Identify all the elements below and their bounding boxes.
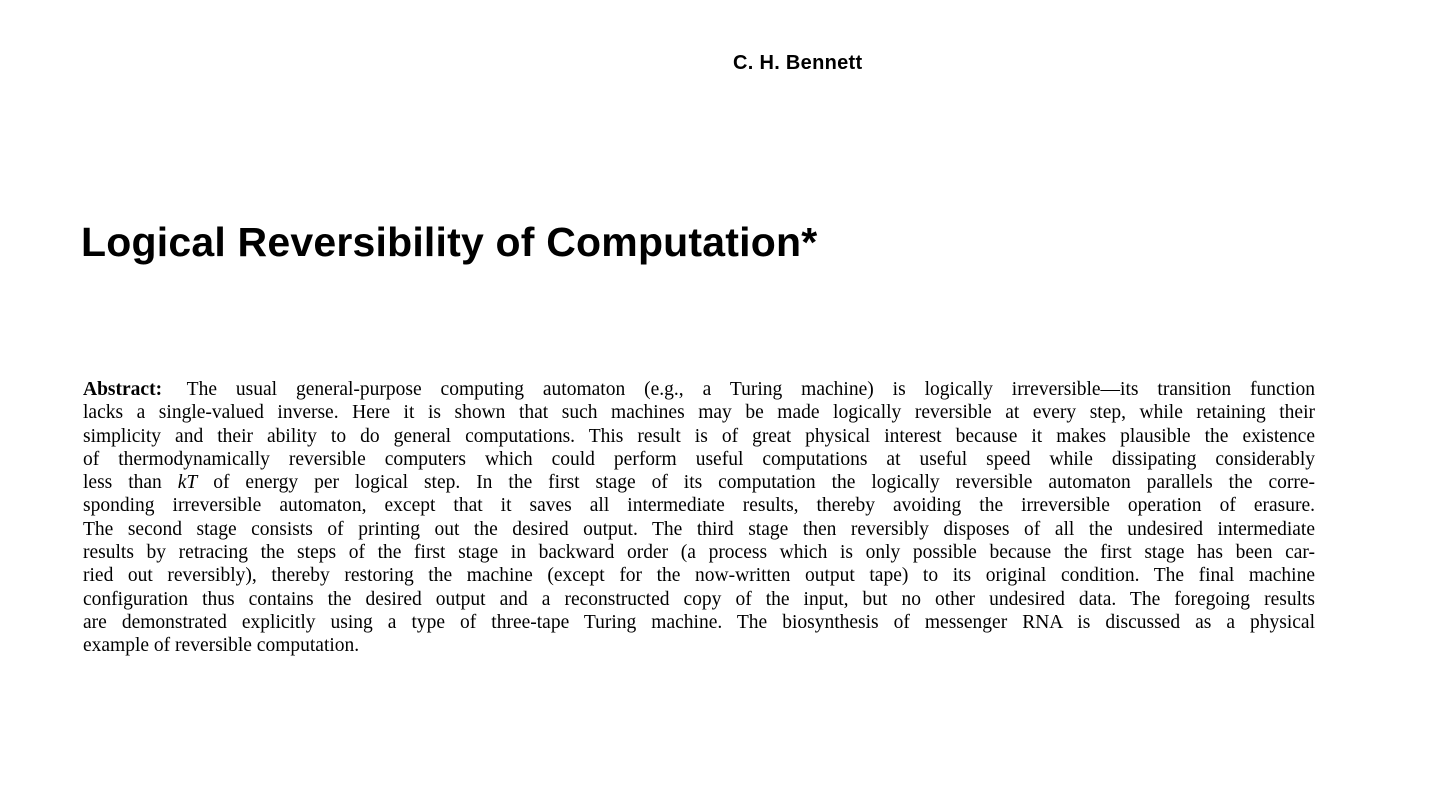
abstract-label: Abstract: [83,379,163,400]
paper-title: Logical Reversibility of Computation* [81,219,818,265]
abstract-line: of thermodynamically reversible computers which could perform useful computations at useful speed while dissipating considerably [83,448,1315,470]
abstract-line: example of reversible computation. [83,635,360,657]
abstract-line: sponding irreversible automaton, except that it saves all intermediate results, thereby avoiding the irreversible operation of erasure. [83,495,1315,517]
abstract-line: less than kT of energy per logical step. In the first stage of its computation the logically reversible automaton parallels the corre- [83,472,1315,494]
abstract-line: configuration thus contains the desired output and a reconstructed copy of the input, but no other undesired data. The foregoing results [83,588,1315,610]
abstract-line: ried out reversibly), thereby restoring the machine (except for the now-written output tape) to its original condition. The final machine [83,565,1315,587]
abstract-line: results by retracing the steps of the first stage in backward order (a process which is only possible because the first stage has been car- [83,542,1315,564]
abstract [83,378,1315,658]
abstract-line: lacks a single-valued inverse. Here it is shown that such machines may be made logically reversible at every step, while retaining their [83,402,1315,424]
abstract-line: The second stage consists of printing out the desired output. The third stage then reversibly disposes of all the undesired intermediate [83,518,1315,540]
abstract-line: simplicity and their ability to do general computations. This result is of great physical interest because it makes plausible the existence [83,425,1315,447]
abstract-line-text: The usual general-purpose computing automaton (e.g., a Turing machine) is logically irreversible—its transition function [186,379,1315,400]
author-name: C. H. Bennett [733,52,863,74]
abstract-line: are demonstrated explicitly using a type of three-tape Turing machine. The biosynthesis of messenger RNA is discussed as a physical [83,611,1315,633]
abstract-line [83,378,1315,401]
